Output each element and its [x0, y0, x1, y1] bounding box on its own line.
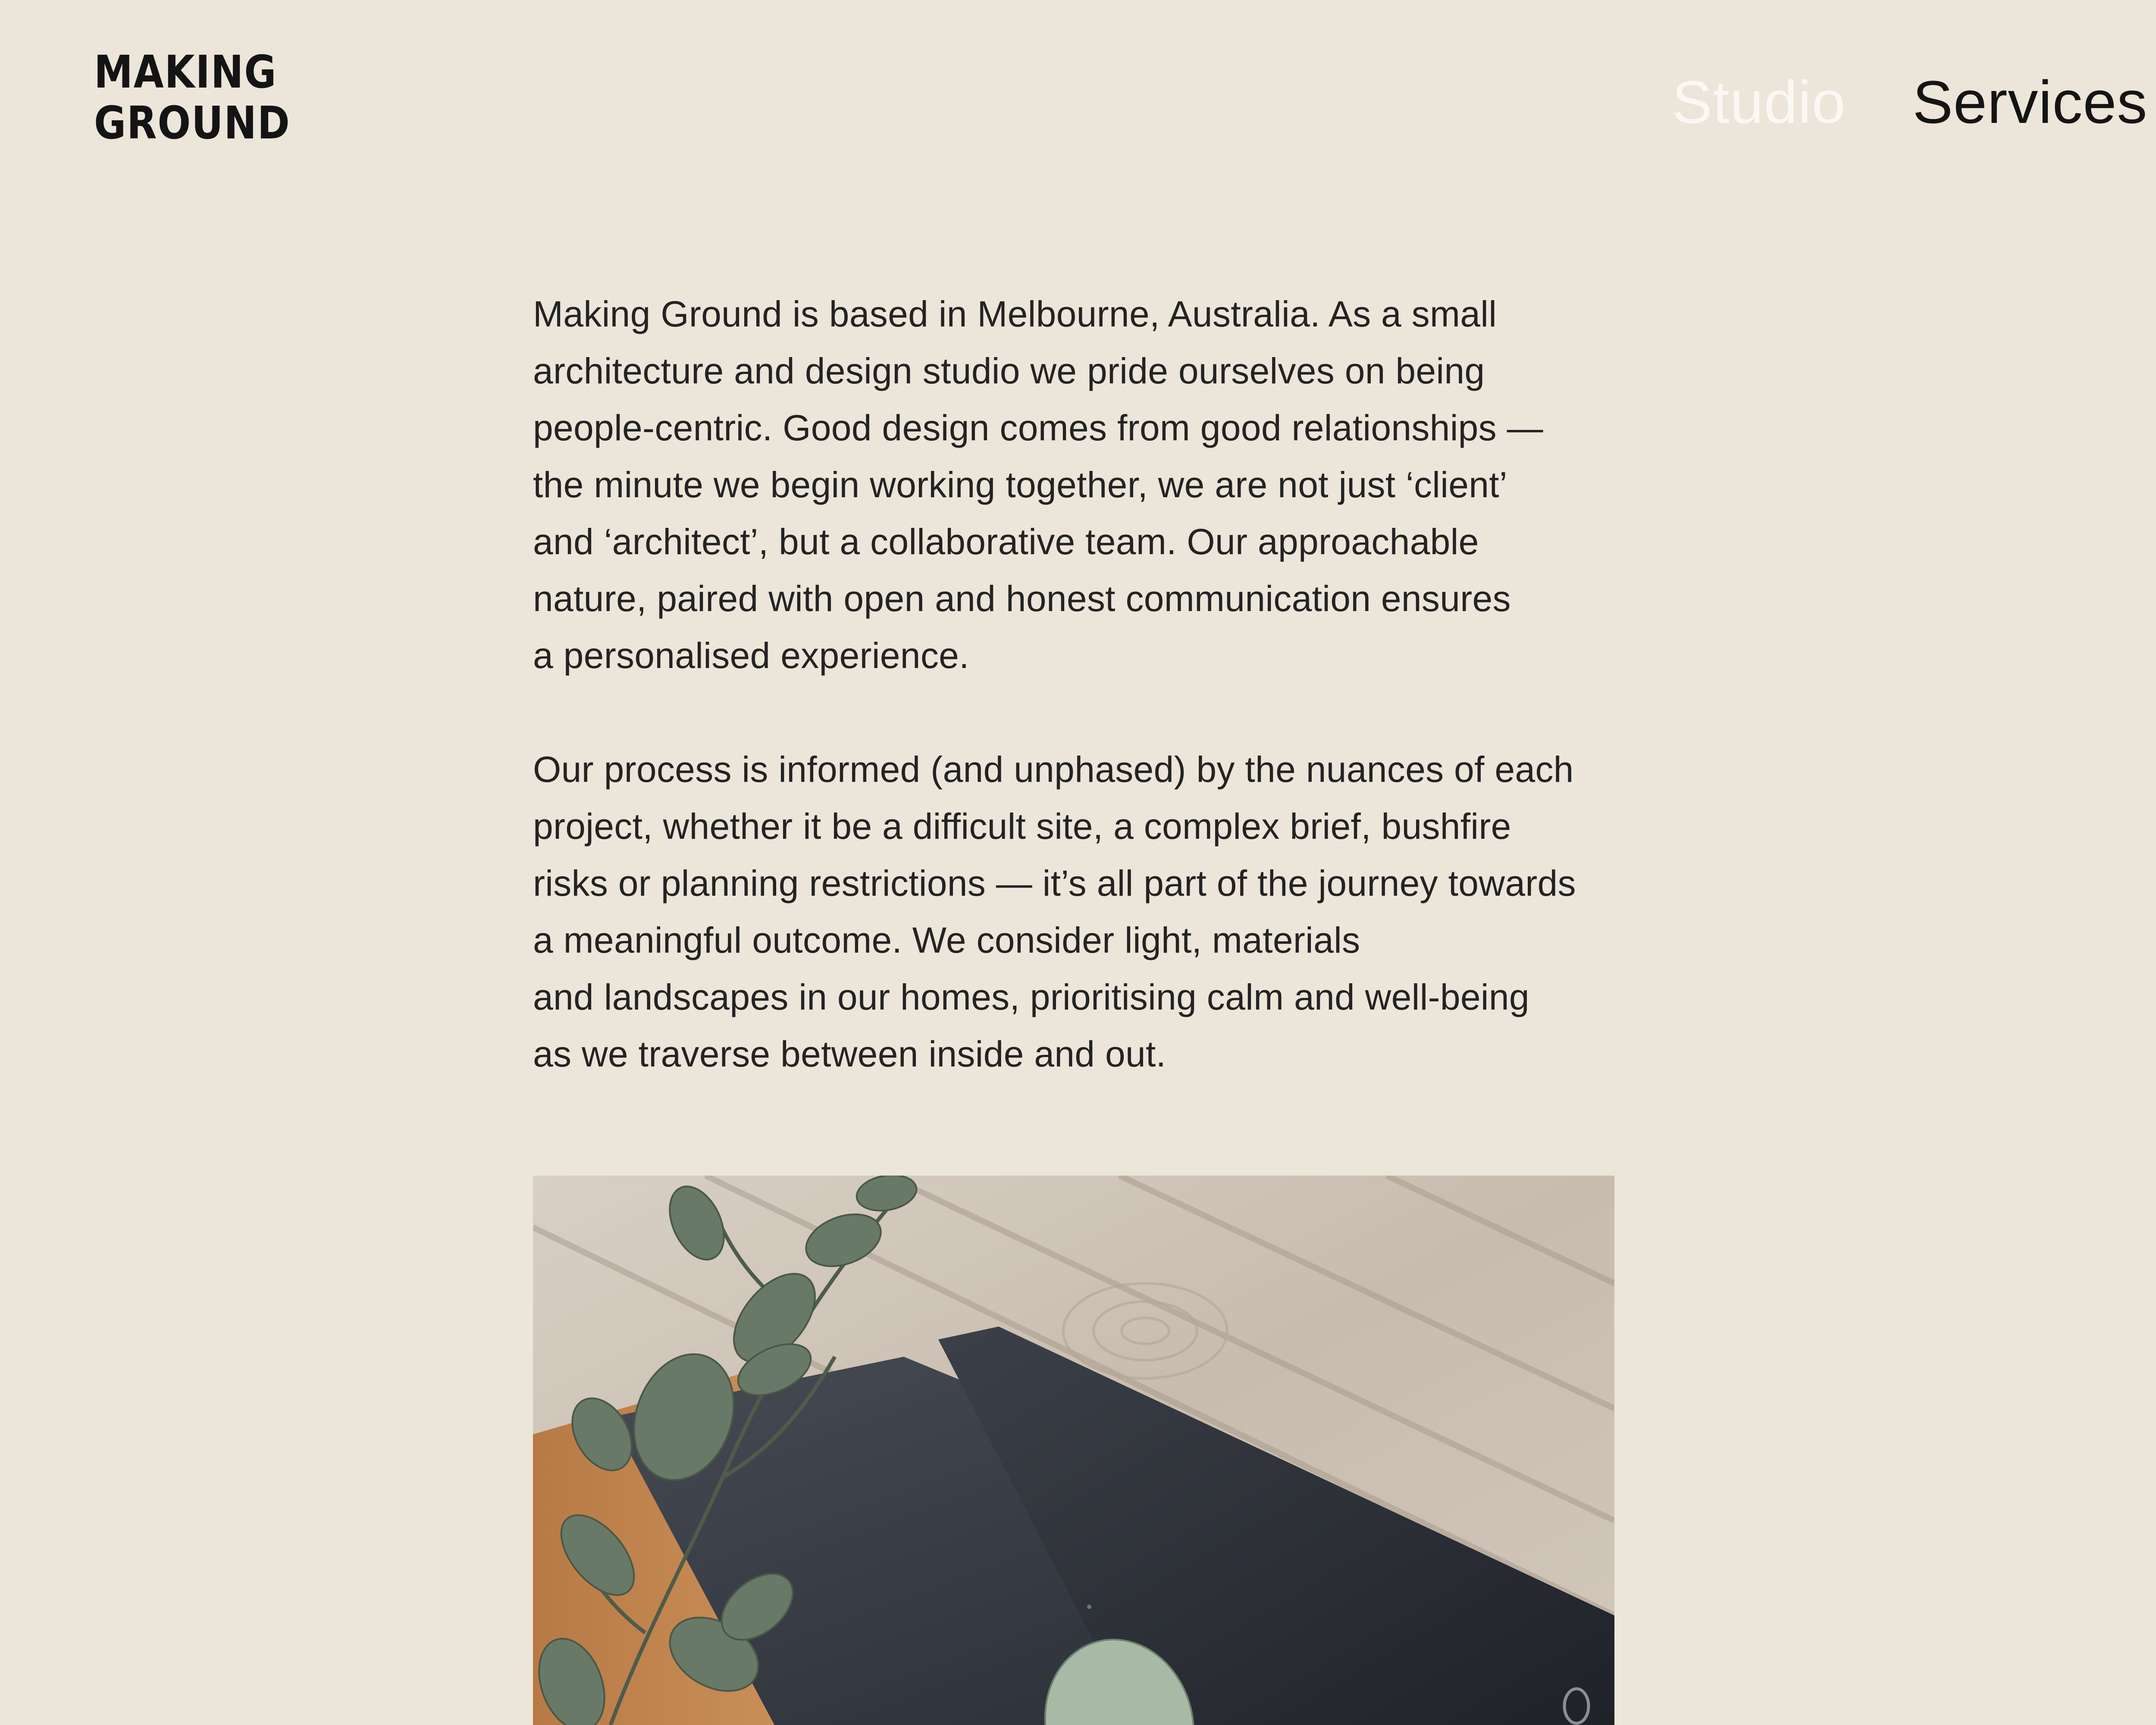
studio-content [533, 285, 1628, 1082]
logo-line-1: MAKING [94, 46, 277, 98]
nav-services[interactable]: Services [1912, 68, 2148, 136]
studio-photo [533, 1176, 1614, 1725]
main-nav [1605, 66, 2156, 139]
process-paragraph: Our process is informed (and unphased) by the nuances of each project, whether it be a difficult site, a complex brief, bushfire risks or planning restrictions — it’s all part of the journey towards a meaningful outcome. We consider light, materials and landscapes in our homes, prioritising calm and well-being as we traverse between inside and out. [533, 749, 1576, 1074]
intro-paragraph: Making Ground is based in Melbourne, Australia. As a small architecture and design studio we pride ourselves on being people-centric. Good design comes from good relationships — the minute we begin working together, we are not just ‘client’ and ‘architect’, but a collaborative team. Our approachable nature, paired with open and honest communication ensures a personalised experience. [533, 294, 1543, 676]
nav-studio[interactable]: Studio [1672, 68, 1846, 136]
logo-line-2: GROUND [94, 97, 291, 149]
site-logo[interactable] [94, 47, 291, 148]
